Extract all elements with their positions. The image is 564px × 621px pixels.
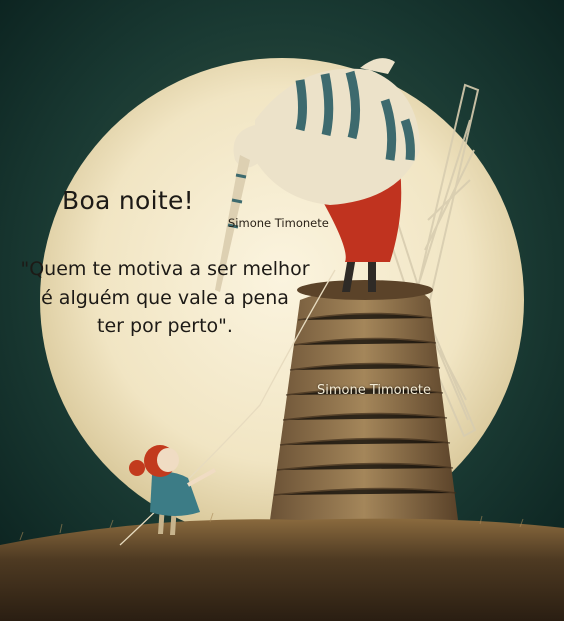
quote-line-1: "Quem te motiva a ser melhor (20, 258, 310, 280)
quote-line-3: ter por perto". (97, 315, 233, 337)
quote-text (0, 255, 330, 341)
quote-line-2: é alguém que vale a pena (41, 286, 289, 309)
hill-ground (0, 519, 564, 621)
watermark-top: Simone Timonete (228, 216, 329, 230)
greeting-text: Boa noite! (62, 186, 195, 215)
watermark-bottom: Simone Timonete (317, 383, 431, 398)
